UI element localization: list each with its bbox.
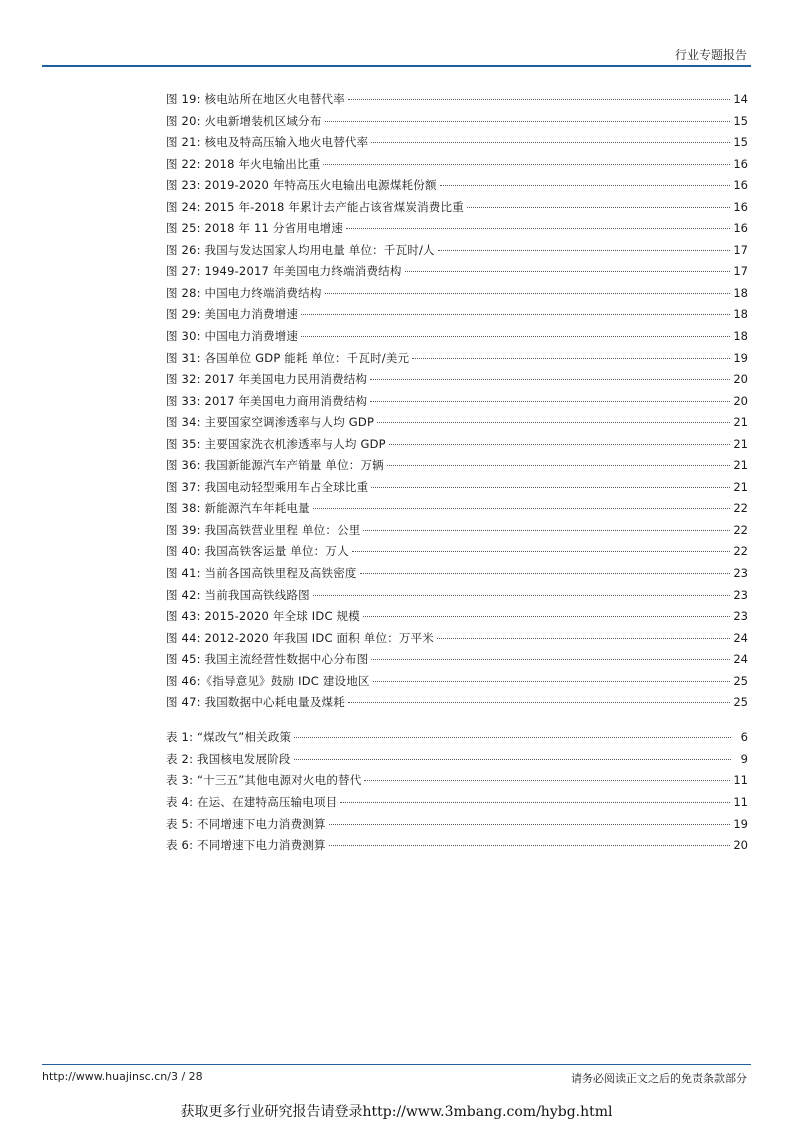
dot-leader bbox=[329, 845, 731, 846]
toc-page-number: 9 bbox=[740, 751, 748, 766]
toc-page-number: 15 bbox=[733, 113, 748, 128]
header-title: 行业专题报告 bbox=[674, 48, 747, 62]
toc-page-number: 14 bbox=[733, 92, 748, 106]
figure-entry[interactable] bbox=[166, 111, 748, 133]
toc-entry-label: 图 24: 2015 年-2018 年累计去产能占该省煤炭消费比重 bbox=[166, 199, 464, 214]
figure-entry[interactable] bbox=[166, 261, 748, 283]
dot-leader bbox=[363, 616, 730, 617]
dot-leader bbox=[348, 702, 730, 703]
figure-entry[interactable] bbox=[166, 283, 748, 305]
figure-entry[interactable] bbox=[166, 628, 748, 650]
figure-entry[interactable] bbox=[166, 154, 748, 176]
dot-leader bbox=[377, 422, 730, 423]
toc-entry-label: 表 4: 在运、在建特高压输电项目 bbox=[166, 795, 338, 810]
header-rule bbox=[42, 65, 751, 67]
toc-page-number: 17 bbox=[733, 242, 748, 257]
toc-entry-label: 图 34: 主要国家空调渗透率与人均 GDP bbox=[166, 415, 375, 430]
figure-entry[interactable] bbox=[166, 455, 748, 477]
toc-page-number: 6 bbox=[740, 730, 748, 744]
dot-leader bbox=[371, 487, 730, 488]
toc-entry-label: 图 36: 我国新能源汽车产销量 单位：万辆 bbox=[166, 458, 384, 473]
page-footer bbox=[42, 1064, 751, 1094]
figure-entry[interactable] bbox=[166, 563, 748, 585]
figure-entry[interactable] bbox=[166, 369, 748, 391]
dot-leader bbox=[360, 573, 731, 574]
dot-leader bbox=[387, 465, 730, 466]
toc-entry-label: 图 28: 中国电力终端消费结构 bbox=[166, 285, 322, 300]
toc-entry-label: 图 23: 2019-2020 年特高压火电输出电源煤耗份额 bbox=[166, 178, 437, 193]
figure-entry[interactable] bbox=[166, 606, 748, 628]
figure-entry[interactable] bbox=[166, 671, 748, 693]
figure-entry[interactable] bbox=[166, 692, 748, 714]
toc-page-number: 23 bbox=[733, 587, 748, 602]
page-header bbox=[42, 0, 751, 68]
toc-page-number: 23 bbox=[733, 566, 748, 581]
toc-page-number: 11 bbox=[733, 795, 748, 810]
figure-entry[interactable] bbox=[166, 391, 748, 413]
dot-leader bbox=[364, 780, 730, 781]
figure-entry[interactable] bbox=[166, 585, 748, 607]
dot-leader bbox=[313, 508, 731, 509]
table-entry[interactable] bbox=[166, 792, 748, 814]
toc-page-number: 24 bbox=[733, 652, 748, 667]
figure-entry[interactable] bbox=[166, 197, 748, 219]
table-list bbox=[166, 727, 748, 857]
toc-entry-label: 图 20: 火电新增装机区域分布 bbox=[166, 113, 322, 128]
toc-page-number: 25 bbox=[733, 673, 748, 688]
toc-entry-label: 表 2: 我国核电发展阶段 bbox=[166, 751, 291, 766]
dot-leader bbox=[412, 358, 730, 359]
figure-entry[interactable] bbox=[166, 348, 748, 370]
toc-page-number: 16 bbox=[733, 156, 748, 171]
figure-entry[interactable] bbox=[166, 132, 748, 154]
footer-url-page[interactable]: http://www.huajinsc.cn/3 / 28 bbox=[42, 1070, 203, 1083]
toc-page-number: 16 bbox=[733, 199, 748, 214]
toc-page-number: 15 bbox=[733, 135, 748, 150]
toc-entry-label: 图 39: 我国高铁营业里程 单位：公里 bbox=[166, 522, 361, 537]
toc-entry-label: 图 45: 我国主流经营性数据中心分布图 bbox=[166, 652, 369, 667]
toc-page-number: 21 bbox=[733, 479, 748, 494]
dot-leader bbox=[440, 185, 731, 186]
toc-entry-label: 图 21: 核电及特高压输入地火电替代率 bbox=[166, 135, 369, 150]
toc-page-number: 22 bbox=[733, 544, 748, 559]
toc-page-number: 23 bbox=[733, 609, 748, 624]
toc-entry-label: 图 22: 2018 年火电输出比重 bbox=[166, 156, 321, 171]
toc-page-number: 20 bbox=[733, 393, 748, 408]
footer-rule bbox=[42, 1064, 751, 1065]
toc-page-number: 22 bbox=[733, 522, 748, 537]
dot-leader bbox=[313, 595, 731, 596]
toc-entry-label: 表 1: “煤改气”相关政策 bbox=[166, 730, 292, 744]
toc-page-number: 22 bbox=[733, 501, 748, 516]
dot-leader bbox=[325, 293, 731, 294]
dot-leader bbox=[371, 142, 730, 143]
toc-page-number: 18 bbox=[733, 285, 748, 300]
toc-page-number: 21 bbox=[733, 436, 748, 451]
figure-entry[interactable] bbox=[166, 218, 748, 240]
figure-entry[interactable] bbox=[166, 89, 748, 111]
toc-page-number: 16 bbox=[733, 178, 748, 193]
toc-entry-label: 表 6: 不同增速下电力消费测算 bbox=[166, 838, 326, 853]
dot-leader bbox=[301, 314, 730, 315]
dot-leader bbox=[371, 659, 730, 660]
dot-leader bbox=[370, 401, 730, 402]
toc-entry-label: 表 3: “十三五”其他电源对火电的替代 bbox=[166, 773, 362, 788]
toc-entry-label: 图 40: 我国高铁客运量 单位：万人 bbox=[166, 544, 349, 559]
dot-leader bbox=[438, 250, 731, 251]
toc-page-number: 21 bbox=[733, 415, 748, 430]
dot-leader bbox=[437, 638, 730, 639]
figure-entry[interactable] bbox=[166, 477, 748, 499]
dot-leader bbox=[329, 824, 731, 825]
footer-disclaimer: 请务必阅读正文之后的免责条款部分 bbox=[571, 1072, 747, 1085]
dot-leader bbox=[294, 759, 731, 760]
toc-entry-label: 图 43: 2015-2020 年全球 IDC 规模 bbox=[166, 609, 360, 624]
toc-page-number: 21 bbox=[733, 458, 748, 473]
toc-entry-label: 图 26: 我国与发达国家人均用电量 单位：千瓦时/人 bbox=[166, 242, 435, 257]
toc-page-number: 20 bbox=[733, 838, 748, 853]
figure-entry[interactable] bbox=[166, 541, 748, 563]
toc-entry-label: 图 25: 2018 年 11 分省用电增速 bbox=[166, 221, 344, 236]
toc-page-number: 11 bbox=[733, 773, 748, 788]
dot-leader bbox=[323, 164, 730, 165]
toc-entry-label: 图 29: 美国电力消费增速 bbox=[166, 307, 299, 322]
dot-leader bbox=[340, 802, 730, 803]
figure-entry[interactable] bbox=[166, 412, 748, 434]
toc-page-number: 18 bbox=[733, 307, 748, 322]
figure-list bbox=[166, 89, 748, 714]
figure-entry[interactable] bbox=[166, 240, 748, 262]
toc-entry-label: 表 5: 不同增速下电力消费测算 bbox=[166, 816, 326, 831]
toc-page-number: 19 bbox=[733, 816, 748, 831]
toc-page-number: 24 bbox=[733, 630, 748, 645]
toc-page-number: 18 bbox=[733, 329, 748, 344]
figure-entry[interactable] bbox=[166, 498, 748, 520]
toc-entry-label: 图 44: 2012-2020 年我国 IDC 面积 单位：万平米 bbox=[166, 630, 434, 645]
dot-leader bbox=[352, 551, 731, 552]
toc-entry-label: 图 19: 核电站所在地区火电替代率 bbox=[166, 92, 345, 106]
toc-entry-label: 图 33: 2017 年美国电力商用消费结构 bbox=[166, 393, 368, 408]
dot-leader bbox=[363, 530, 730, 531]
toc-page-number: 25 bbox=[733, 695, 748, 710]
dot-leader bbox=[370, 379, 730, 380]
figure-entry[interactable] bbox=[166, 326, 748, 348]
toc-entry-label: 图 37: 我国电动轻型乘用车占全球比重 bbox=[166, 479, 369, 494]
table-entry[interactable] bbox=[166, 835, 748, 857]
toc-page-number: 19 bbox=[733, 350, 748, 365]
figure-entry[interactable] bbox=[166, 649, 748, 671]
dot-leader bbox=[389, 444, 731, 445]
figure-entry[interactable] bbox=[166, 175, 748, 197]
dot-leader bbox=[346, 228, 730, 229]
dot-leader bbox=[294, 737, 731, 738]
dot-leader bbox=[348, 99, 730, 100]
toc-page-number: 17 bbox=[733, 264, 748, 279]
dot-leader bbox=[467, 207, 730, 208]
dot-leader bbox=[301, 336, 730, 337]
toc-entry-label: 图 47: 我国数据中心耗电量及煤耗 bbox=[166, 695, 345, 710]
toc-entry-label: 图 42: 当前我国高铁线路图 bbox=[166, 587, 310, 602]
toc-entry-label: 图 38: 新能源汽车年耗电量 bbox=[166, 501, 310, 516]
toc-entry-label: 图 31: 各国单位 GDP 能耗 单位：千瓦时/美元 bbox=[166, 350, 410, 365]
promo-banner[interactable]: 获取更多行业研究报告请登录http://www.3mbang.com/hybg.html bbox=[180, 1104, 613, 1120]
toc-entry-label: 图 27: 1949-2017 年美国电力终端消费结构 bbox=[166, 264, 402, 279]
dot-leader bbox=[373, 681, 731, 682]
dot-leader bbox=[405, 271, 731, 272]
toc-page-number: 16 bbox=[733, 221, 748, 236]
toc-entry-label: 图 41: 当前各国高铁里程及高铁密度 bbox=[166, 566, 357, 581]
toc-entry-label: 图 30: 中国电力消费增速 bbox=[166, 329, 299, 344]
dot-leader bbox=[325, 121, 731, 122]
toc-entry-label: 图 32: 2017 年美国电力民用消费结构 bbox=[166, 372, 368, 387]
table-entry[interactable] bbox=[166, 814, 748, 836]
figure-entry[interactable] bbox=[166, 520, 748, 542]
table-entry[interactable] bbox=[166, 727, 748, 749]
toc-entry-label: 图 35: 主要国家洗衣机渗透率与人均 GDP bbox=[166, 436, 386, 451]
table-entry[interactable] bbox=[166, 749, 748, 771]
figure-entry[interactable] bbox=[166, 304, 748, 326]
figure-entry[interactable] bbox=[166, 434, 748, 456]
table-entry[interactable] bbox=[166, 770, 748, 792]
toc-page-number: 20 bbox=[733, 372, 748, 387]
toc-entry-label: 图 46:《指导意见》鼓励 IDC 建设地区 bbox=[166, 673, 370, 688]
